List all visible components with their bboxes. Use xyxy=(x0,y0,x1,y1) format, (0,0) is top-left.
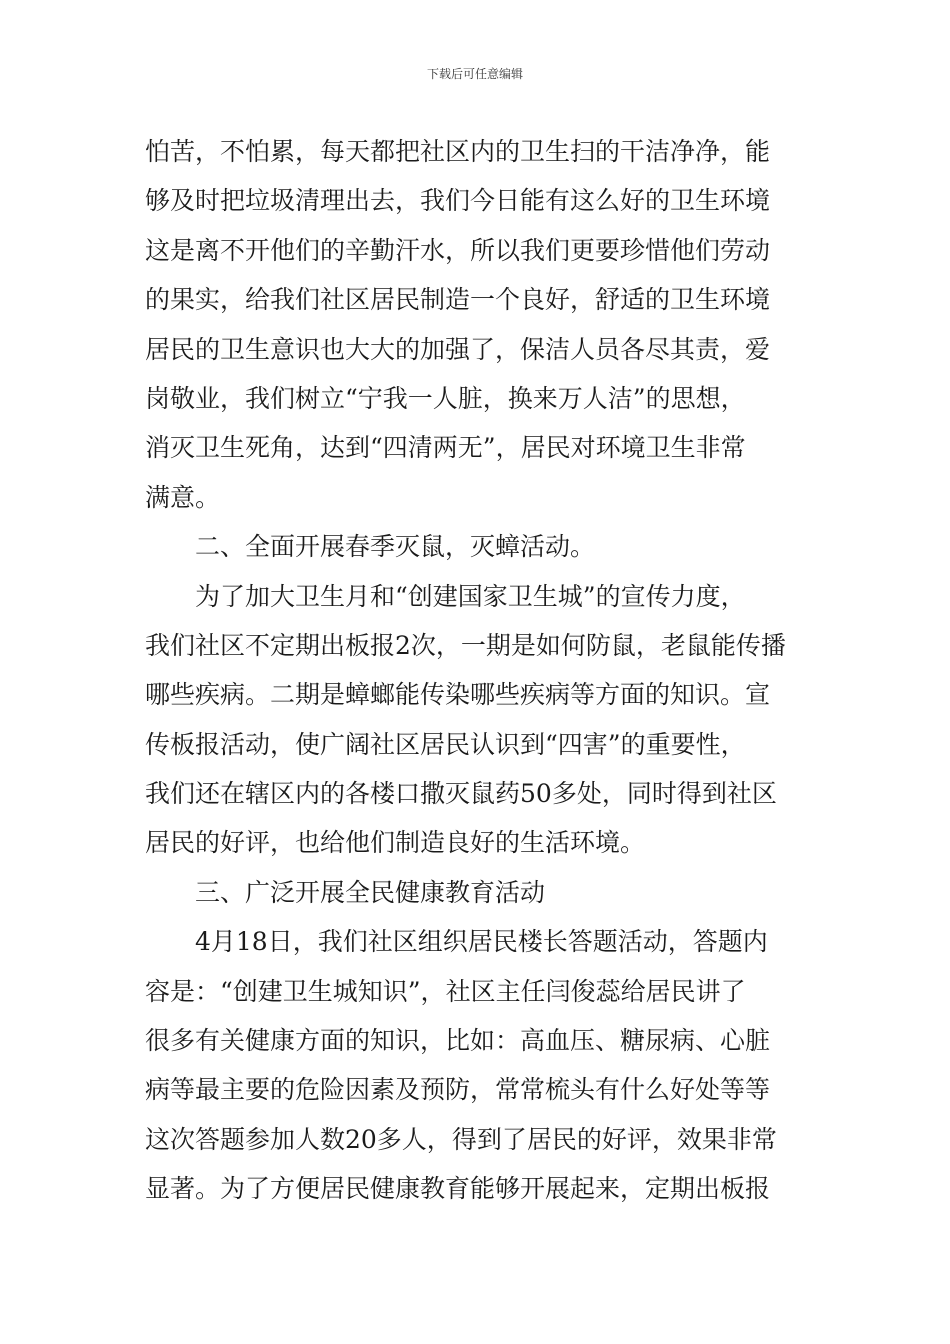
text-line: 很多有关健康方面的知识，比如：高血压、糖尿病、心脏 xyxy=(145,1026,771,1056)
text-line: 二、全面开展春季灭鼠，灭蟑活动。 xyxy=(195,532,596,562)
text-line: 的果实，给我们社区居民制造一个良好，舒适的卫生环境 xyxy=(145,285,771,315)
text-line: 这是离不开他们的辛勤汗水，所以我们更要珍惜他们劳动 xyxy=(145,235,771,265)
text-line: 容是：“创建卫生城知识”，社区主任闫俊蕊给居民讲了 xyxy=(145,976,746,1006)
text-line: 居民的好评，也给他们制造良好的生活环境。 xyxy=(145,828,646,858)
text-line: 居民的卫生意识也大大的加强了，保洁人员各尽其责，爱 xyxy=(145,334,771,364)
document-body xyxy=(145,130,810,1217)
text-line: 够及时把垃圾清理出去，我们今日能有这么好的卫生环境 xyxy=(145,186,771,216)
text-line: 传板报活动，使广阔社区居民认识到“四害”的重要性， xyxy=(145,729,746,759)
text-line: 满意。 xyxy=(145,482,221,512)
text-line: 三、广泛开展全民健康教育活动 xyxy=(195,877,546,907)
text-line: 消灭卫生死角，达到“四清两无”，居民对环境卫生非常 xyxy=(145,433,746,463)
text-line: 4月18日，我们社区组织居民楼长答题活动，答题内 xyxy=(195,927,768,957)
text-line: 病等最主要的危险因素及预防，常常梳头有什么好处等等 xyxy=(145,1075,771,1105)
text-line: 岗敬业，我们树立“宁我一人脏，换来万人洁”的思想， xyxy=(145,383,746,413)
text-line: 哪些疾病。二期是蟑螂能传染哪些疾病等方面的知识。宣 xyxy=(145,680,771,710)
page-header: 下载后可任意编辑 xyxy=(426,67,523,81)
text-line: 这次答题参加人数20多人，得到了居民的好评，效果非常 xyxy=(145,1124,777,1154)
text-line: 显著。为了方便居民健康教育能够开展起来，定期出板报 xyxy=(145,1174,771,1204)
text-line: 我们社区不定期出板报2次，一期是如何防鼠，老鼠能传播 xyxy=(145,630,786,660)
text-line: 为了加大卫生月和“创建国家卫生城”的宣传力度， xyxy=(195,581,746,611)
text-line: 怕苦，不怕累，每天都把社区内的卫生扫的干洁净净，能 xyxy=(145,137,771,166)
text-line: 我们还在辖区内的各楼口撒灭鼠药50多处，同时得到社区 xyxy=(145,779,777,809)
